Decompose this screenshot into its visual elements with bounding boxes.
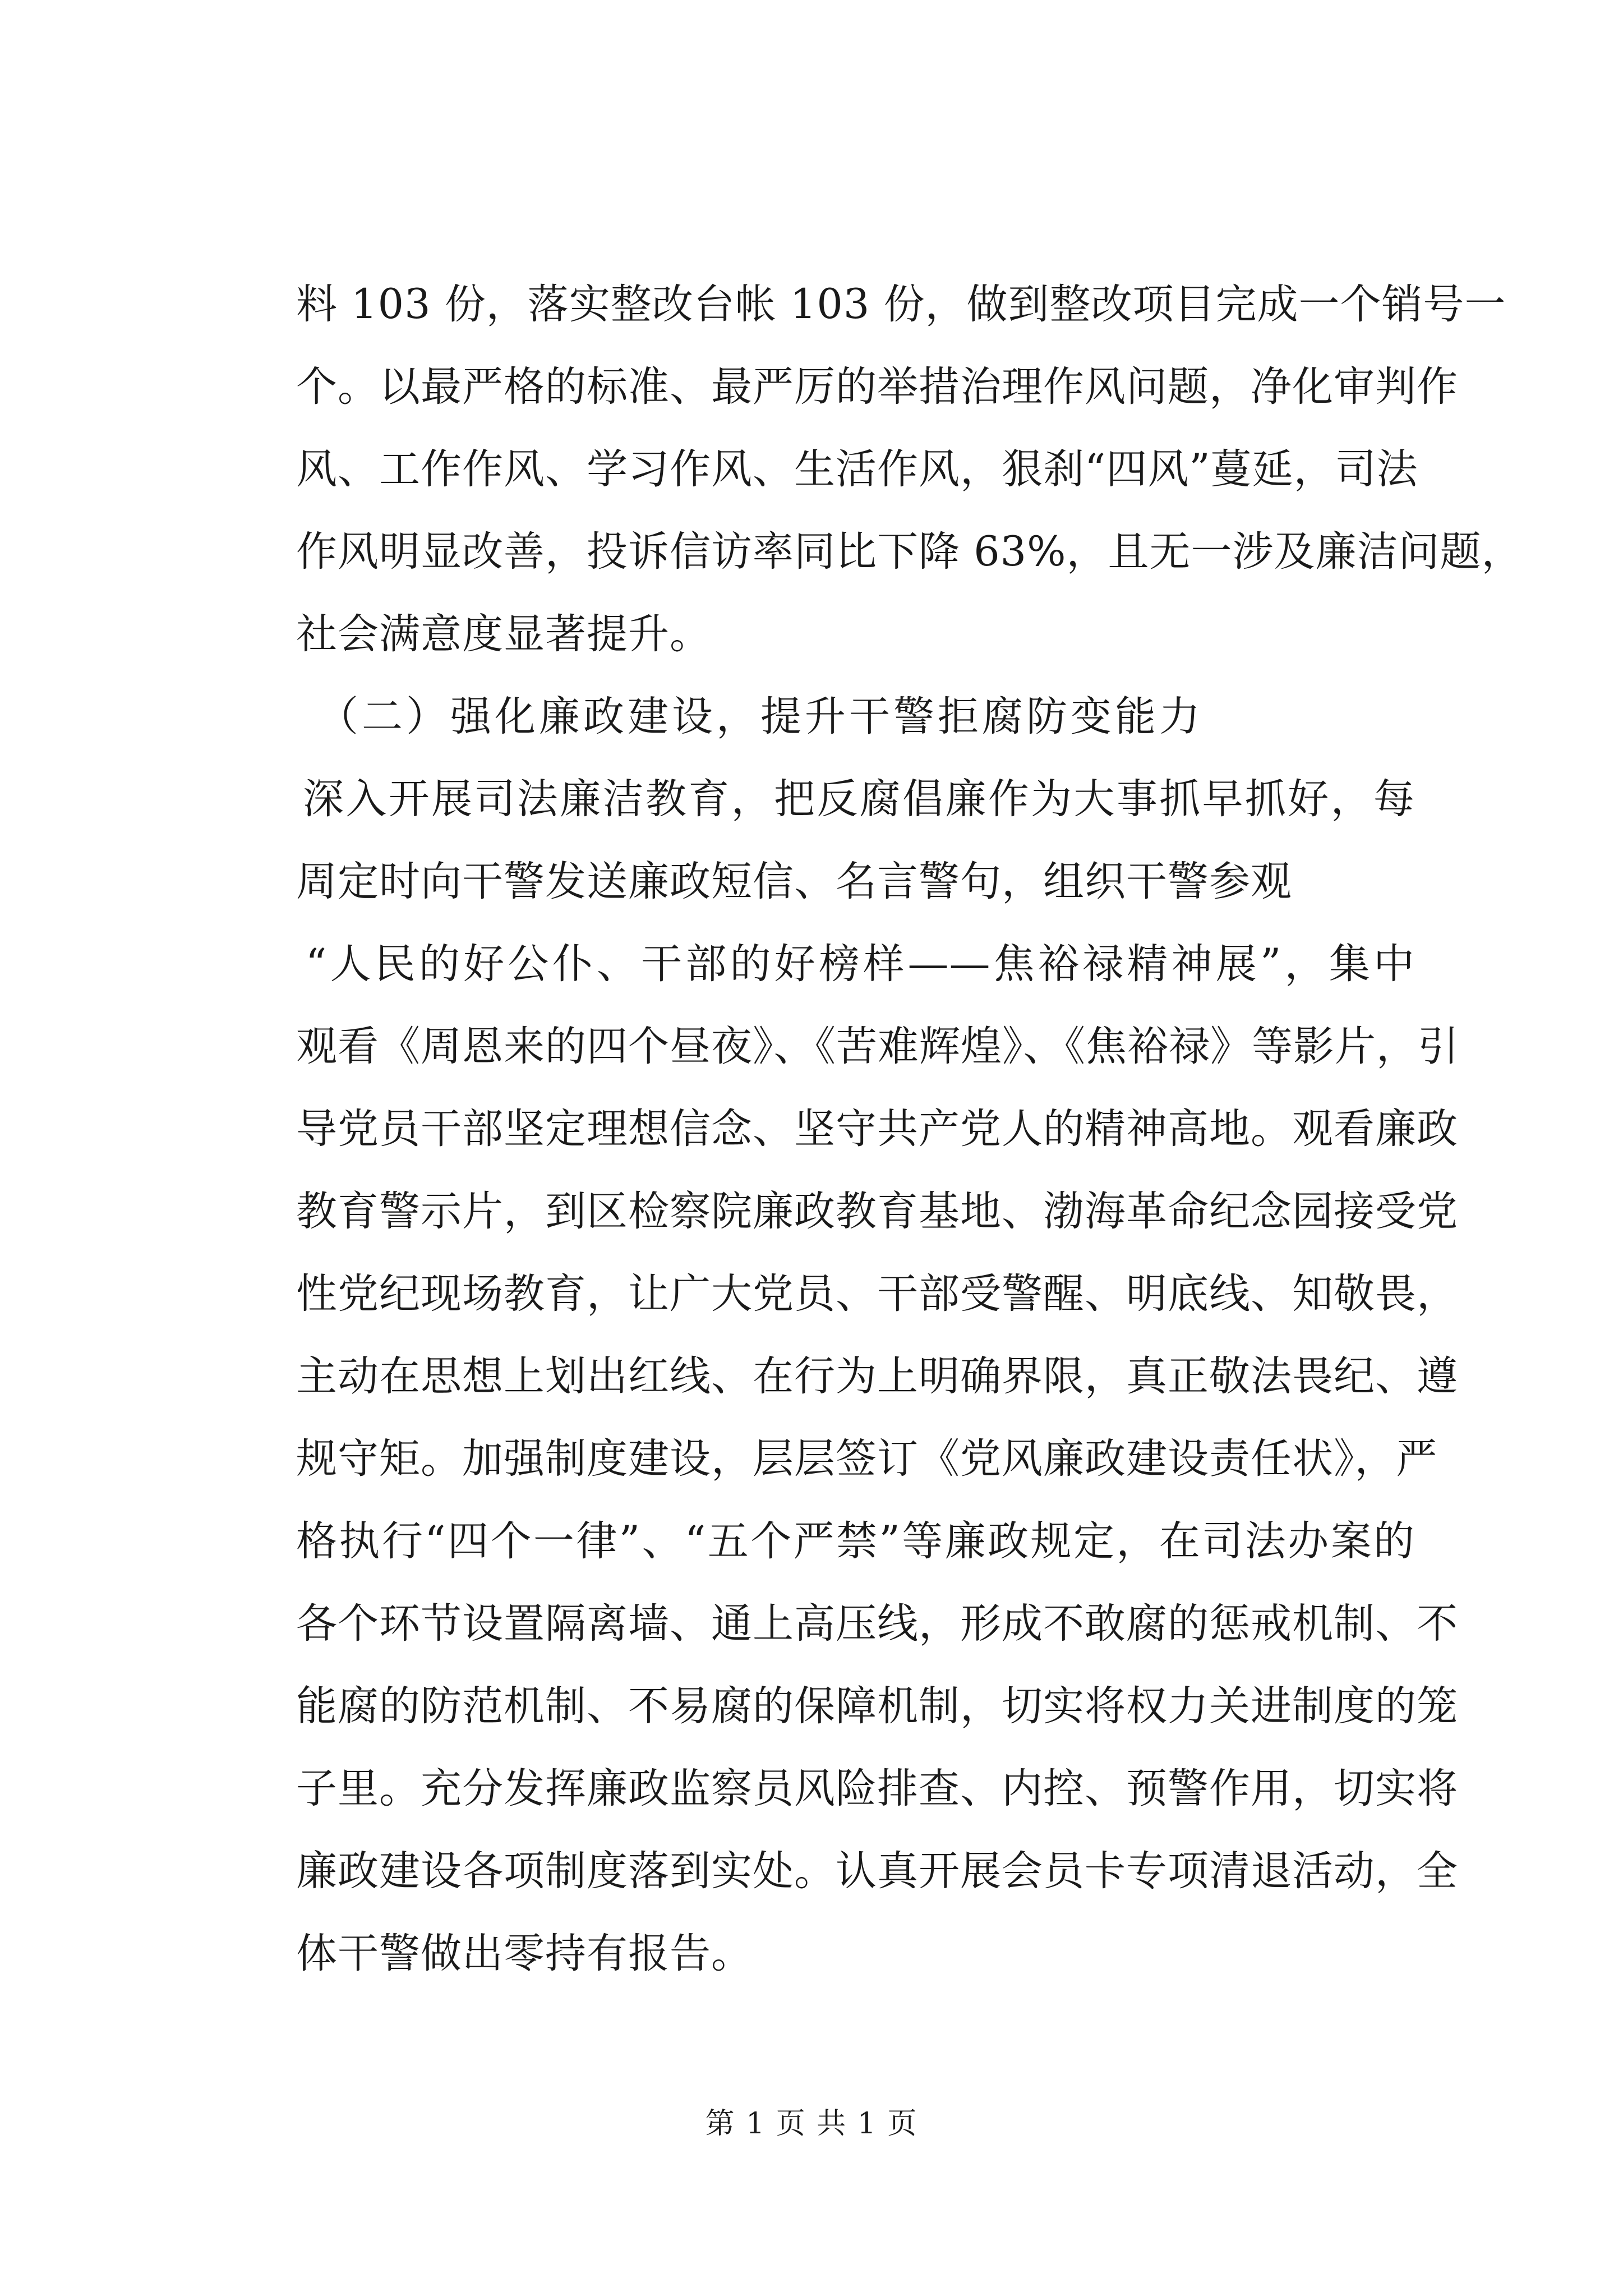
text-line-5: 社会满意度显著提升。: [296, 610, 711, 658]
text-line-20: 廉政建设各项制度落到实处。认真开展会员卡专项清退活动，全: [296, 1847, 1458, 1895]
text-line-11: 导党员干部坚定理想信念、坚守共产党人的精神高地。观看廉政: [296, 1105, 1458, 1153]
text-line-7: 深入开展司法廉洁教育，把反腐倡廉作为大事抓早抓好，每: [303, 775, 1415, 823]
text-line-13: 性党纪现场教育，让广大党员、干部受警醒、明底线、知敬畏，: [296, 1270, 1458, 1318]
text-line-2: 个。以最严格的标准、最严厉的举措治理作风问题，净化审判作: [296, 363, 1458, 411]
text-line-10: 观看《周恩来的四个昼夜》、《苦难辉煌》、《焦裕禄》等影片，引: [296, 1023, 1459, 1070]
text-line-21: 体干警做出零持有报告。: [296, 1930, 753, 1977]
text-line-12: 教育警示片，到区检察院廉政教育基地、渤海革命纪念园接受党: [296, 1188, 1458, 1235]
section-heading: （二）强化廉政建设，提升干警拒腐防变能力: [317, 693, 1204, 740]
text-line-3: 风、工作作风、学习作风、生活作风，狠刹“四风”蔓延，司法: [296, 445, 1418, 493]
text-line-14: 主动在思想上划出红线、在行为上明确界限，真正敬法畏纪、遵: [296, 1352, 1458, 1400]
text-line-15: 规守矩。加强制度建设，层层签订《党风廉政建设责任状》，严: [296, 1435, 1438, 1483]
text-line-18: 能腐的防范机制、不易腐的保障机制，切实将权力关进制度的笼: [296, 1682, 1458, 1730]
text-line-19: 子里。充分发挥廉政监察员风险排查、内控、预警作用，切实将: [296, 1765, 1458, 1812]
text-line-16: 格执行“四个一律”、“五个严禁”等廉政规定，在司法办案的: [296, 1517, 1415, 1565]
text-line-9: “人民的好公仆、干部的好榜样——焦裕禄精神展”，集中: [306, 940, 1415, 988]
text-line-1: 料 103 份，落实整改台帐 103 份，做到整改项目完成一个销号一: [296, 280, 1506, 328]
text-line-8: 周定时向干警发送廉政短信、名言警句，组织干警参观: [296, 858, 1292, 905]
text-line-17: 各个环节设置隔离墙、通上高压线，形成不敢腐的惩戒机制、不: [296, 1600, 1458, 1648]
page-number-footer: 第 1 页 共 1 页: [705, 2107, 918, 2141]
text-line-4: 作风明显改善，投诉信访率同比下降 63%，且无一涉及廉洁问题，: [296, 528, 1523, 576]
